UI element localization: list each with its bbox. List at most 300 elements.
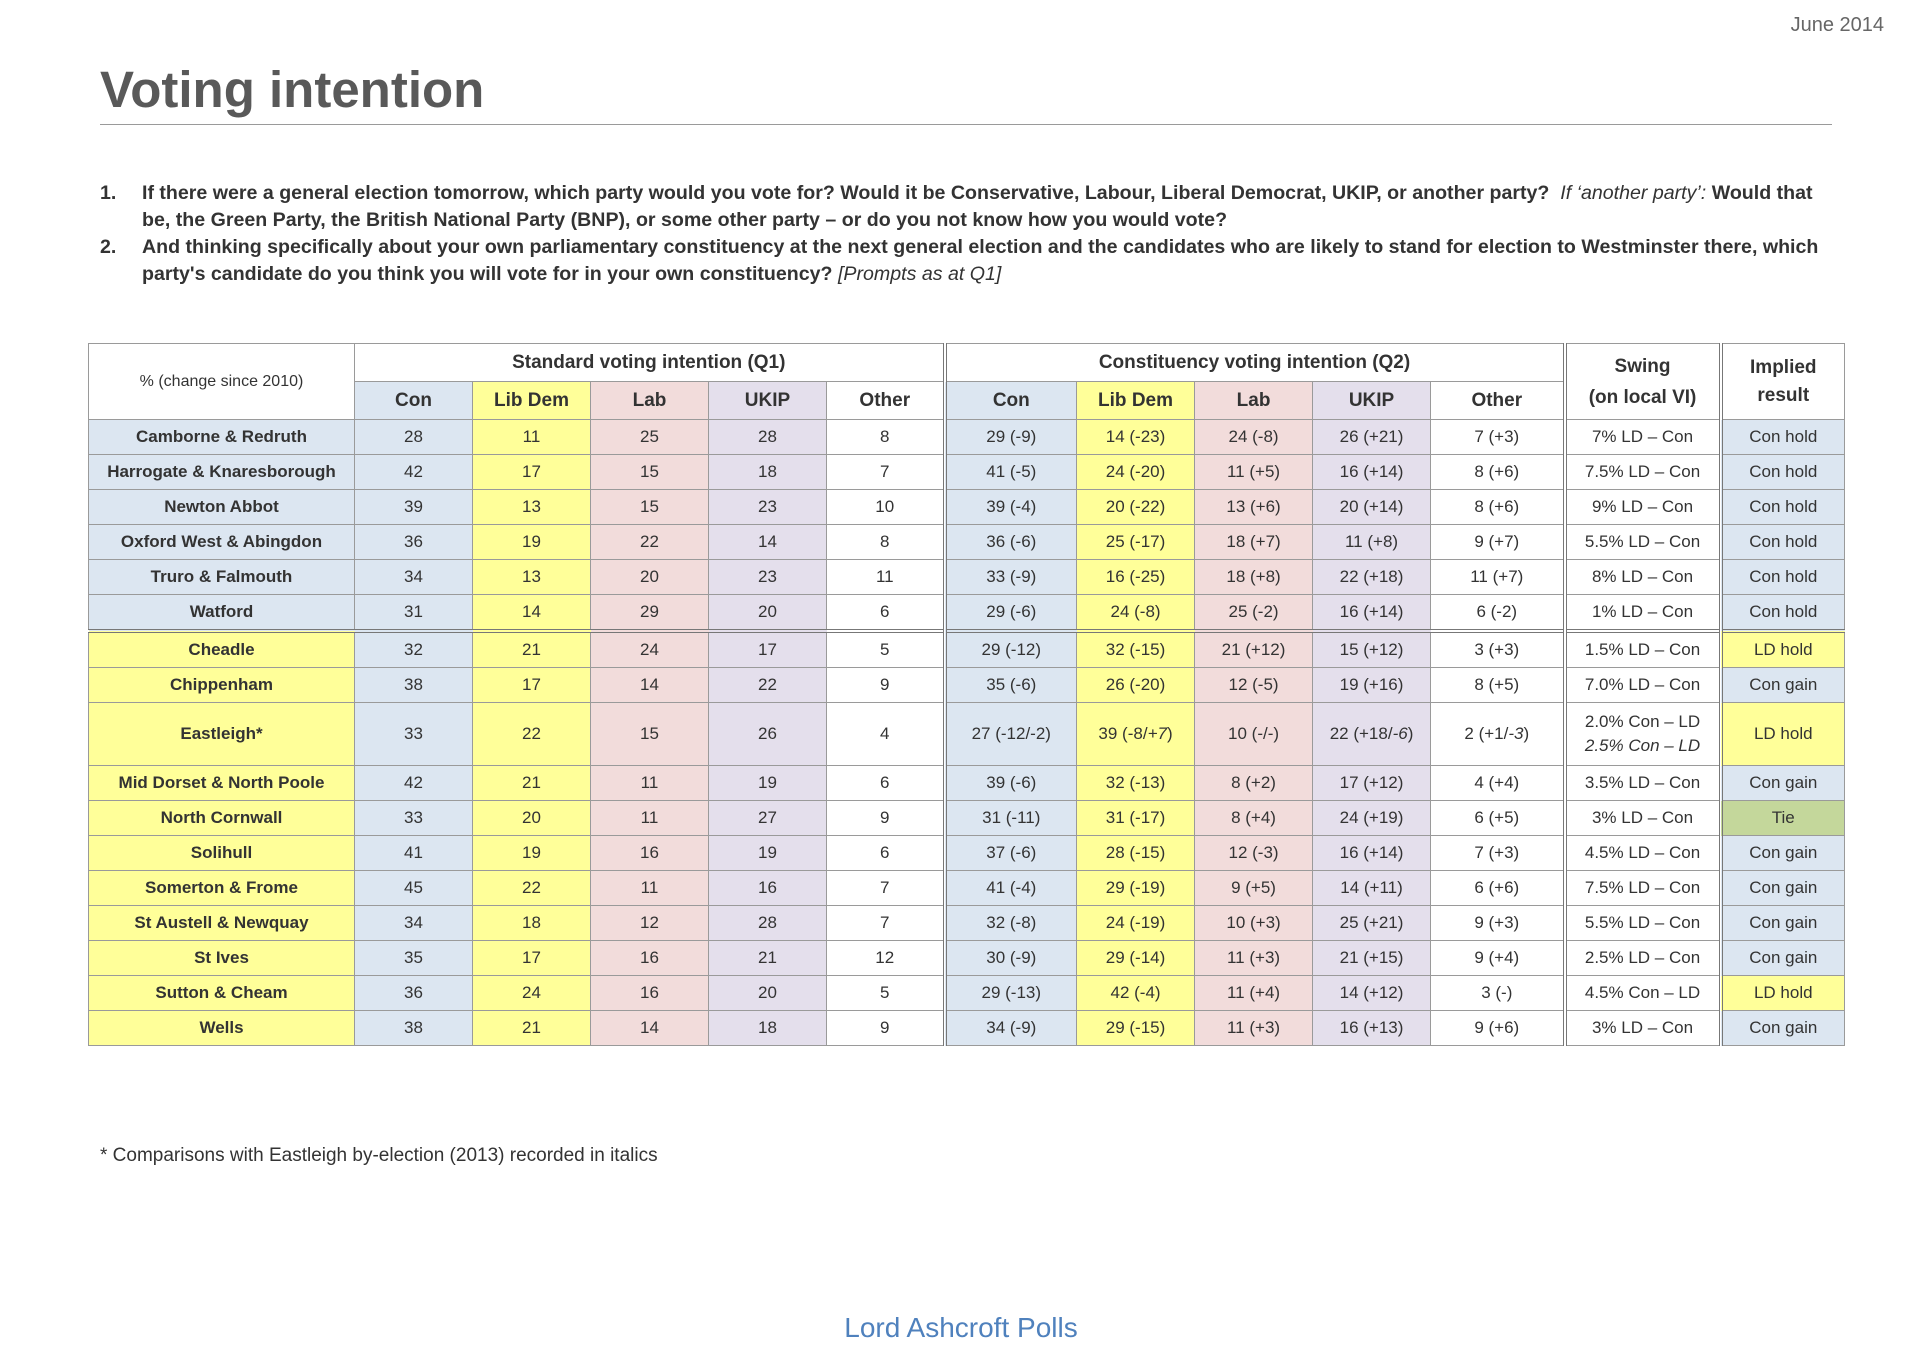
- implied-result-cell: LD hold: [1721, 631, 1845, 668]
- q1-ukip-cell: 26: [709, 703, 827, 766]
- q2-con-cell: 31 (-11): [945, 801, 1077, 836]
- q2-con-cell: 29 (-12): [945, 631, 1077, 668]
- q2-con-cell: 41 (-4): [945, 871, 1077, 906]
- swing-cell: [1565, 941, 1721, 976]
- q1-ukip-cell: 16: [709, 871, 827, 906]
- cell-text: 10 (-/-): [1228, 724, 1280, 743]
- implied-result-cell: LD hold: [1721, 976, 1845, 1011]
- swing-value: 5.5% LD – Con: [1584, 532, 1701, 551]
- q2-ukip-cell: 20 (+14): [1313, 490, 1431, 525]
- q1-ukip-cell: 14: [709, 525, 827, 560]
- implied-result-cell: Con gain: [1721, 766, 1845, 801]
- q1-con-cell: 32: [355, 631, 473, 668]
- q1-ukip-cell: 20: [709, 595, 827, 632]
- cell-italic-text: -6: [1392, 724, 1408, 743]
- q1-other-cell: 6: [827, 766, 945, 801]
- table-row: [89, 560, 1845, 595]
- q2-libdem-cell: 32 (-15): [1077, 631, 1195, 668]
- q1-lab-cell: 15: [591, 490, 709, 525]
- q2-con-cell: 29 (-6): [945, 595, 1077, 632]
- q2-libdem-cell: 24 (-8): [1077, 595, 1195, 632]
- q1-other-cell: 6: [827, 836, 945, 871]
- swing-cell: [1565, 420, 1721, 455]
- q2-other-cell: 3 (+3): [1431, 631, 1565, 668]
- q2-other-cell: 9 (+7): [1431, 525, 1565, 560]
- swing-cell: [1565, 1011, 1721, 1046]
- q2-lab-cell: 24 (-8): [1195, 420, 1313, 455]
- q1-lab-cell: 14: [591, 1011, 709, 1046]
- q1-lab-cell: 11: [591, 871, 709, 906]
- q2-other-cell: 4 (+4): [1431, 766, 1565, 801]
- party-header-lab: Lab: [1195, 382, 1313, 420]
- cell-text: 2 (+1/: [1464, 724, 1509, 743]
- group-header-q1: Standard voting intention (Q1): [355, 344, 945, 382]
- question-number: 2.: [100, 236, 117, 258]
- q1-con-cell: 28: [355, 420, 473, 455]
- survey-questions: [100, 180, 1840, 288]
- q2-ukip-cell: 16 (+14): [1313, 836, 1431, 871]
- swing-value: 7.5% LD – Con: [1584, 878, 1701, 897]
- q2-other-cell: 6 (+5): [1431, 801, 1565, 836]
- q2-ukip-cell: 15 (+12): [1313, 631, 1431, 668]
- implied-result-cell: Con hold: [1721, 525, 1845, 560]
- q2-other-cell: 8 (+5): [1431, 668, 1565, 703]
- party-header-other: Other: [827, 382, 945, 420]
- q2-ukip-cell: 11 (+8): [1313, 525, 1431, 560]
- q2-other-cell: [1431, 703, 1565, 766]
- party-header-libdem: Lib Dem: [473, 382, 591, 420]
- swing-value: 7.5% LD – Con: [1584, 462, 1701, 481]
- q2-libdem-cell: 29 (-14): [1077, 941, 1195, 976]
- q1-con-cell: 38: [355, 1011, 473, 1046]
- swing-cell: [1565, 976, 1721, 1011]
- swing-value: 7.0% LD – Con: [1584, 675, 1701, 694]
- implied-result-cell: Con gain: [1721, 1011, 1845, 1046]
- q2-ukip-cell: 24 (+19): [1313, 801, 1431, 836]
- q2-other-cell: 11 (+7): [1431, 560, 1565, 595]
- swing-cell: [1565, 560, 1721, 595]
- table-row: [89, 801, 1845, 836]
- table-body: [89, 420, 1845, 1046]
- question-italic: If ‘another party’:: [1560, 182, 1707, 204]
- q2-con-cell: 36 (-6): [945, 525, 1077, 560]
- swing-cell: [1565, 595, 1721, 632]
- q1-con-cell: 34: [355, 560, 473, 595]
- q1-lab-cell: 16: [591, 836, 709, 871]
- q1-lab-cell: 20: [591, 560, 709, 595]
- implied-result-cell: Con hold: [1721, 560, 1845, 595]
- q1-lab-cell: 15: [591, 703, 709, 766]
- q1-libdem-cell: 17: [473, 668, 591, 703]
- title-divider: [100, 124, 1832, 125]
- group-header-q2: Constituency voting intention (Q2): [945, 344, 1565, 382]
- cell-text: 39 (-8/: [1098, 724, 1148, 743]
- q1-con-cell: 35: [355, 941, 473, 976]
- q2-libdem-cell: 14 (-23): [1077, 420, 1195, 455]
- swing-cell: [1565, 703, 1721, 766]
- cell-italic-text: -3: [1508, 724, 1524, 743]
- q1-lab-cell: 22: [591, 525, 709, 560]
- q1-con-cell: 33: [355, 801, 473, 836]
- q2-libdem-cell: 29 (-19): [1077, 871, 1195, 906]
- voting-intention-table: [88, 343, 1845, 1046]
- q2-lab-cell: 21 (+12): [1195, 631, 1313, 668]
- q1-con-cell: 31: [355, 595, 473, 632]
- table-row: [89, 871, 1845, 906]
- question-main: If there were a general election tomorrow, which party would you vote for? Would it be Conservative, Labour, Liberal Democrat, UKIP, or another party?: [142, 182, 1550, 204]
- q1-ukip-cell: 17: [709, 631, 827, 668]
- table-row: [89, 455, 1845, 490]
- swing-value: 7% LD – Con: [1591, 427, 1694, 446]
- constituency-name: Truro & Falmouth: [89, 560, 355, 595]
- q1-other-cell: 7: [827, 871, 945, 906]
- q2-other-cell: 6 (-2): [1431, 595, 1565, 632]
- footnote: * Comparisons with Eastleigh by-election (2013) recorded in italics: [100, 1145, 658, 1166]
- q2-libdem-cell: 25 (-17): [1077, 525, 1195, 560]
- corner-label: % (change since 2010): [89, 344, 355, 420]
- q1-other-cell: 8: [827, 420, 945, 455]
- swing-value: 8% LD – Con: [1591, 567, 1694, 586]
- constituency-name: Newton Abbot: [89, 490, 355, 525]
- q2-other-cell: 6 (+6): [1431, 871, 1565, 906]
- q1-libdem-cell: 19: [473, 525, 591, 560]
- q1-libdem-cell: 21: [473, 766, 591, 801]
- swing-cell: [1565, 525, 1721, 560]
- swing-value: 1% LD – Con: [1591, 602, 1694, 621]
- q2-libdem-cell: 28 (-15): [1077, 836, 1195, 871]
- q1-con-cell: 36: [355, 525, 473, 560]
- q1-lab-cell: 25: [591, 420, 709, 455]
- party-header-lab: Lab: [591, 382, 709, 420]
- q1-other-cell: 10: [827, 490, 945, 525]
- table-row: [89, 976, 1845, 1011]
- question-2: [100, 234, 1840, 288]
- table-row: [89, 420, 1845, 455]
- q2-other-cell: 9 (+3): [1431, 906, 1565, 941]
- q1-con-cell: 45: [355, 871, 473, 906]
- swing-header: [1565, 344, 1721, 420]
- q2-ukip-cell: 16 (+14): [1313, 595, 1431, 632]
- q1-con-cell: 38: [355, 668, 473, 703]
- question-text: [142, 180, 1840, 234]
- q2-libdem-cell: 32 (-13): [1077, 766, 1195, 801]
- constituency-name: Solihull: [89, 836, 355, 871]
- party-header-ukip: UKIP: [1313, 382, 1431, 420]
- constituency-name: Mid Dorset & North Poole: [89, 766, 355, 801]
- q2-ukip-cell: 26 (+21): [1313, 420, 1431, 455]
- q1-other-cell: 11: [827, 560, 945, 595]
- implied-result-cell: Con gain: [1721, 668, 1845, 703]
- implied-result-cell: Con hold: [1721, 420, 1845, 455]
- q1-lab-cell: 29: [591, 595, 709, 632]
- q1-other-cell: 6: [827, 595, 945, 632]
- swing-cell: [1565, 871, 1721, 906]
- q1-other-cell: 12: [827, 941, 945, 976]
- q2-lab-cell: 10 (+3): [1195, 906, 1313, 941]
- q2-lab-cell: 18 (+8): [1195, 560, 1313, 595]
- q2-libdem-cell: 29 (-15): [1077, 1011, 1195, 1046]
- party-header-libdem: Lib Dem: [1077, 382, 1195, 420]
- q1-lab-cell: 11: [591, 766, 709, 801]
- q2-other-cell: 9 (+4): [1431, 941, 1565, 976]
- swing-value-byelection: 2.5% Con – LD: [1584, 736, 1701, 755]
- q2-other-cell: 9 (+6): [1431, 1011, 1565, 1046]
- cell-text: ): [1166, 724, 1173, 743]
- q1-ukip-cell: 23: [709, 490, 827, 525]
- constituency-name: Somerton & Frome: [89, 871, 355, 906]
- q2-con-cell: 35 (-6): [945, 668, 1077, 703]
- constituency-name: Chippenham: [89, 668, 355, 703]
- q2-ukip-cell: 16 (+13): [1313, 1011, 1431, 1046]
- q1-other-cell: 7: [827, 455, 945, 490]
- implied-result-cell: Con gain: [1721, 906, 1845, 941]
- q2-libdem-cell: 26 (-20): [1077, 668, 1195, 703]
- q1-lab-cell: 12: [591, 906, 709, 941]
- q2-lab-cell: 11 (+5): [1195, 455, 1313, 490]
- constituency-name: Harrogate & Knaresborough: [89, 455, 355, 490]
- q2-con-cell: 29 (-9): [945, 420, 1077, 455]
- table-row: [89, 1011, 1845, 1046]
- q2-con-cell: 39 (-6): [945, 766, 1077, 801]
- question-number: 1.: [100, 182, 117, 204]
- q1-ukip-cell: 28: [709, 906, 827, 941]
- q1-lab-cell: 16: [591, 976, 709, 1011]
- q2-other-cell: 7 (+3): [1431, 836, 1565, 871]
- swing-header-line: (on local VI): [1588, 386, 1697, 408]
- question-italic: [Prompts as at Q1]: [837, 263, 1002, 285]
- q2-lab-cell: 12 (-3): [1195, 836, 1313, 871]
- constituency-name: North Cornwall: [89, 801, 355, 836]
- table-row: [89, 525, 1845, 560]
- table-group-header: [89, 344, 1845, 382]
- q1-ukip-cell: 27: [709, 801, 827, 836]
- constituency-name: Sutton & Cheam: [89, 976, 355, 1011]
- q1-libdem-cell: 18: [473, 906, 591, 941]
- q2-other-cell: 7 (+3): [1431, 420, 1565, 455]
- q1-libdem-cell: 17: [473, 455, 591, 490]
- q2-con-cell: 34 (-9): [945, 1011, 1077, 1046]
- swing-value: 2.5% LD – Con: [1584, 948, 1701, 967]
- question-text: [142, 234, 1840, 288]
- q1-libdem-cell: 21: [473, 631, 591, 668]
- q2-ukip-cell: [1313, 703, 1431, 766]
- swing-value: 9% LD – Con: [1591, 497, 1694, 516]
- q1-lab-cell: 16: [591, 941, 709, 976]
- q1-other-cell: 4: [827, 703, 945, 766]
- q1-con-cell: 42: [355, 766, 473, 801]
- q1-ukip-cell: 19: [709, 766, 827, 801]
- swing-value: 4.5% Con – LD: [1584, 983, 1701, 1002]
- swing-cell: [1565, 836, 1721, 871]
- cell-text: 22 (+18/: [1329, 724, 1393, 743]
- implied-result-cell: Con gain: [1721, 836, 1845, 871]
- q1-ukip-cell: 18: [709, 1011, 827, 1046]
- q2-con-cell: 30 (-9): [945, 941, 1077, 976]
- q2-lab-cell: 13 (+6): [1195, 490, 1313, 525]
- swing-cell: [1565, 631, 1721, 668]
- cell-text: ): [1523, 724, 1530, 743]
- implied-result-cell: Con hold: [1721, 490, 1845, 525]
- swing-cell: [1565, 766, 1721, 801]
- swing-cell: [1565, 906, 1721, 941]
- q1-ukip-cell: 22: [709, 668, 827, 703]
- q1-other-cell: 5: [827, 976, 945, 1011]
- constituency-name: St Austell & Newquay: [89, 906, 355, 941]
- party-header-con: Con: [355, 382, 473, 420]
- swing-value: 3% LD – Con: [1591, 808, 1694, 827]
- swing-cell: [1565, 668, 1721, 703]
- swing-header-line: Swing: [1614, 355, 1671, 377]
- q1-libdem-cell: 20: [473, 801, 591, 836]
- q2-con-cell: [945, 703, 1077, 766]
- q1-libdem-cell: 19: [473, 836, 591, 871]
- q1-other-cell: 9: [827, 801, 945, 836]
- table-row: [89, 631, 1845, 668]
- q1-libdem-cell: 22: [473, 703, 591, 766]
- q1-ukip-cell: 28: [709, 420, 827, 455]
- q1-lab-cell: 14: [591, 668, 709, 703]
- table-row: [89, 941, 1845, 976]
- swing-value: 3% LD – Con: [1591, 1018, 1694, 1037]
- result-header: [1721, 344, 1845, 420]
- table-row: [89, 906, 1845, 941]
- q2-libdem-cell: 24 (-20): [1077, 455, 1195, 490]
- swing-cell: [1565, 455, 1721, 490]
- q1-libdem-cell: 17: [473, 941, 591, 976]
- table-row: [89, 766, 1845, 801]
- table-row: [89, 836, 1845, 871]
- party-header-ukip: UKIP: [709, 382, 827, 420]
- implied-result-cell: Tie: [1721, 801, 1845, 836]
- table-row: [89, 703, 1845, 766]
- constituency-name: Eastleigh*: [89, 703, 355, 766]
- q1-ukip-cell: 20: [709, 976, 827, 1011]
- q2-ukip-cell: 14 (+11): [1313, 871, 1431, 906]
- q1-ukip-cell: 23: [709, 560, 827, 595]
- q2-ukip-cell: 19 (+16): [1313, 668, 1431, 703]
- table-row: [89, 595, 1845, 632]
- q1-con-cell: 39: [355, 490, 473, 525]
- q2-libdem-cell: 24 (-19): [1077, 906, 1195, 941]
- q2-ukip-cell: 21 (+15): [1313, 941, 1431, 976]
- party-header-other: Other: [1431, 382, 1565, 420]
- table-row: [89, 490, 1845, 525]
- q1-other-cell: 9: [827, 668, 945, 703]
- party-header-con: Con: [945, 382, 1077, 420]
- q1-libdem-cell: 11: [473, 420, 591, 455]
- q2-lab-cell: 8 (+4): [1195, 801, 1313, 836]
- q1-libdem-cell: 13: [473, 560, 591, 595]
- q2-lab-cell: 11 (+3): [1195, 941, 1313, 976]
- q2-ukip-cell: 22 (+18): [1313, 560, 1431, 595]
- page-title: Voting intention: [100, 61, 485, 118]
- q2-libdem-cell: 16 (-25): [1077, 560, 1195, 595]
- implied-result-cell: Con gain: [1721, 941, 1845, 976]
- q1-other-cell: 8: [827, 525, 945, 560]
- q2-lab-cell: [1195, 703, 1313, 766]
- question-1: [100, 180, 1840, 234]
- swing-value: 5.5% LD – Con: [1584, 913, 1701, 932]
- q2-con-cell: 29 (-13): [945, 976, 1077, 1011]
- q2-ukip-cell: 14 (+12): [1313, 976, 1431, 1011]
- q2-other-cell: 3 (-): [1431, 976, 1565, 1011]
- swing-value: 4.5% LD – Con: [1584, 843, 1701, 862]
- cell-italic-text: +7: [1147, 724, 1167, 743]
- q1-libdem-cell: 14: [473, 595, 591, 632]
- result-header-line: result: [1757, 384, 1810, 406]
- cell-text: 27 (-12/-2): [971, 724, 1051, 743]
- question-tail: Would that be, the Green Party, the British National Party (BNP), or some other party – or do you not know how you would vote?: [142, 182, 1813, 231]
- q2-ukip-cell: 17 (+12): [1313, 766, 1431, 801]
- table-row: [89, 668, 1845, 703]
- q2-lab-cell: 11 (+4): [1195, 976, 1313, 1011]
- q2-libdem-cell: [1077, 703, 1195, 766]
- q2-con-cell: 41 (-5): [945, 455, 1077, 490]
- implied-result-cell: Con gain: [1721, 871, 1845, 906]
- question-main: And thinking specifically about your own parliamentary constituency at the next general election and the candidates who are likely to stand for election to Westminster there, which party's candidate do you think you will vote for in your own constituency?: [142, 236, 1819, 285]
- q2-con-cell: 33 (-9): [945, 560, 1077, 595]
- constituency-name: Cheadle: [89, 631, 355, 668]
- implied-result-cell: LD hold: [1721, 703, 1845, 766]
- q1-lab-cell: 24: [591, 631, 709, 668]
- q2-libdem-cell: 42 (-4): [1077, 976, 1195, 1011]
- constituency-name: Watford: [89, 595, 355, 632]
- q1-libdem-cell: 22: [473, 871, 591, 906]
- q2-lab-cell: 8 (+2): [1195, 766, 1313, 801]
- q2-other-cell: 8 (+6): [1431, 455, 1565, 490]
- q2-lab-cell: 12 (-5): [1195, 668, 1313, 703]
- q1-libdem-cell: 13: [473, 490, 591, 525]
- q2-other-cell: 8 (+6): [1431, 490, 1565, 525]
- constituency-name: Wells: [89, 1011, 355, 1046]
- swing-value: 1.5% LD – Con: [1584, 640, 1701, 659]
- constituency-name: St Ives: [89, 941, 355, 976]
- q1-con-cell: 33: [355, 703, 473, 766]
- q2-ukip-cell: 16 (+14): [1313, 455, 1431, 490]
- result-header-line: Implied: [1750, 356, 1817, 378]
- q2-con-cell: 39 (-4): [945, 490, 1077, 525]
- q1-libdem-cell: 21: [473, 1011, 591, 1046]
- swing-cell: [1565, 801, 1721, 836]
- implied-result-cell: Con hold: [1721, 455, 1845, 490]
- q2-con-cell: 32 (-8): [945, 906, 1077, 941]
- q1-other-cell: 9: [827, 1011, 945, 1046]
- q2-ukip-cell: 25 (+21): [1313, 906, 1431, 941]
- constituency-name: Camborne & Redruth: [89, 420, 355, 455]
- q1-lab-cell: 11: [591, 801, 709, 836]
- swing-cell: [1565, 490, 1721, 525]
- q1-con-cell: 41: [355, 836, 473, 871]
- q1-other-cell: 7: [827, 906, 945, 941]
- report-date: June 2014: [1790, 14, 1884, 36]
- brand-logo-text: Lord Ashcroft Polls: [844, 1312, 1078, 1343]
- cell-text: ): [1407, 724, 1414, 743]
- swing-value: 3.5% LD – Con: [1584, 773, 1701, 792]
- q1-lab-cell: 15: [591, 455, 709, 490]
- q1-libdem-cell: 24: [473, 976, 591, 1011]
- q1-ukip-cell: 18: [709, 455, 827, 490]
- q1-con-cell: 36: [355, 976, 473, 1011]
- q1-ukip-cell: 19: [709, 836, 827, 871]
- q2-lab-cell: 9 (+5): [1195, 871, 1313, 906]
- q1-con-cell: 34: [355, 906, 473, 941]
- q2-libdem-cell: 20 (-22): [1077, 490, 1195, 525]
- q2-lab-cell: 11 (+3): [1195, 1011, 1313, 1046]
- q2-con-cell: 37 (-6): [945, 836, 1077, 871]
- q1-other-cell: 5: [827, 631, 945, 668]
- constituency-name: Oxford West & Abingdon: [89, 525, 355, 560]
- swing-value: 2.0% Con – LD: [1584, 712, 1701, 731]
